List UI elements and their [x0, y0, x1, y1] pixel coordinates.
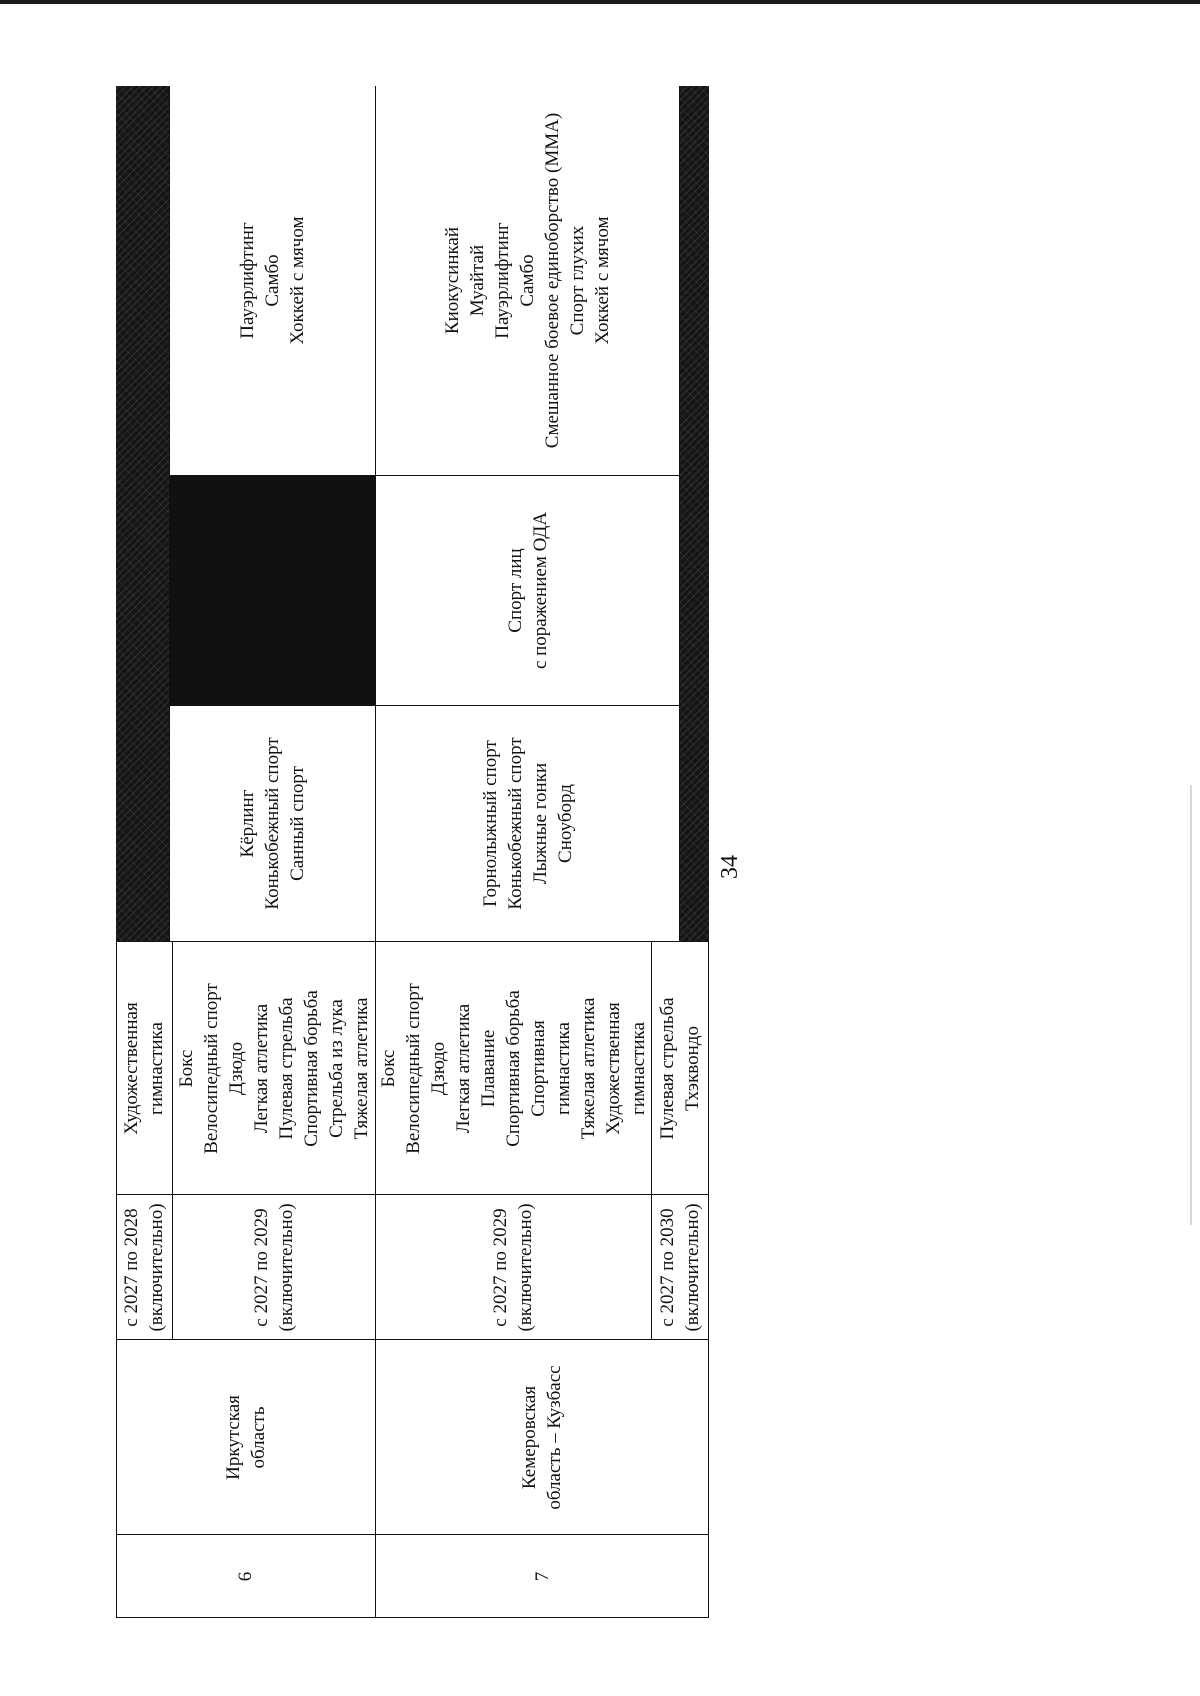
col-divider-num: [116, 1534, 709, 1535]
scan-top-border: [0, 0, 1200, 4]
shaded-area-top: [116, 86, 169, 942]
row-divider: [375, 86, 376, 1618]
period-row7-b: с 2027 по 2030 (включительно): [657, 1203, 703, 1332]
other-sports-row7: Киокусинкай Муайтай Пауэрлифтинг Самбо Смешанное боевое единоборство (ММА) Спорт глухих Хоккей с мячом: [442, 112, 613, 449]
sports-row7-a: Бокс Велосипедный спорт Дзюдо Легкая атлетика Плавание Спортивная борьба Спортивная гимнастика Тяжелая атлетика Художественная гимнастика: [377, 983, 649, 1154]
other-cell-row6: [170, 86, 375, 475]
col-divider-region: [116, 1339, 709, 1340]
sports-table-frame: [116, 86, 709, 1618]
sports-row6-b: Бокс Велосипедный спорт Дзюдо Легкая атлетика Пулевая стрельба Спортивная борьба Стрельба из лука Тяжелая атлетика: [175, 983, 372, 1154]
shaded-area-bottom: [679, 86, 709, 942]
shaded-adaptive-row6: [169, 476, 375, 705]
adaptive-cell-row7: [376, 476, 679, 705]
other-box-top: [169, 86, 170, 476]
col-divider-winter-row6: [169, 705, 375, 706]
sports-row7-b: Пулевая стрельба Тхэквондо: [657, 997, 703, 1140]
period-row7-a: с 2027 по 2029 (включительно): [490, 1203, 536, 1332]
period-row6-b: с 2027 по 2029 (включительно): [250, 1203, 297, 1332]
period-divider-row6: [172, 942, 173, 1340]
winter-cell-row6: [170, 706, 375, 941]
table-border-bottom: [708, 942, 709, 1618]
row-number-7: 7: [531, 1571, 553, 1582]
other-cell-row7: [376, 86, 679, 475]
adaptive-sports-row7: Спорт лиц с поражением ОДА: [504, 511, 551, 670]
period-row6-a: с 2027 по 2028 (включительно): [121, 1203, 167, 1332]
sports-table: [116, 86, 709, 1618]
row-number-6: 6: [235, 1571, 256, 1582]
table-border-left: [116, 1617, 709, 1618]
winter-box-top: [169, 705, 170, 942]
page-number: 34: [717, 855, 743, 879]
winter-sports-row6: Кёрлинг Конькобежный спорт Санный спорт: [237, 737, 308, 910]
other-sports-row6: Пауэрлифтинг Самбо Хоккей с мячом: [237, 216, 308, 345]
winter-sports-row7: Горнолыжный спорт Конькобежный спорт Лыжные гонки Сноуборд: [479, 737, 576, 910]
period-divider-row7: [651, 942, 652, 1340]
winter-cell-row7: [376, 706, 679, 941]
col-divider-adaptive-row7: [375, 475, 679, 476]
row7-box-bottom: [679, 86, 680, 942]
col-divider-winter-row7: [375, 705, 679, 706]
col-divider-sports: [116, 941, 709, 942]
col-divider-period: [116, 1194, 709, 1195]
region-irkutsk: Иркутская область: [222, 1395, 269, 1480]
table-border-top: [116, 942, 117, 1618]
region-kemerovo: Кемеровская область – Кузбасс: [519, 1365, 565, 1510]
scan-edge-mark: [1190, 785, 1192, 1225]
col-divider-adaptive-row6: [169, 475, 375, 476]
sports-row6-a: Художественная гимнастика: [121, 1002, 167, 1135]
